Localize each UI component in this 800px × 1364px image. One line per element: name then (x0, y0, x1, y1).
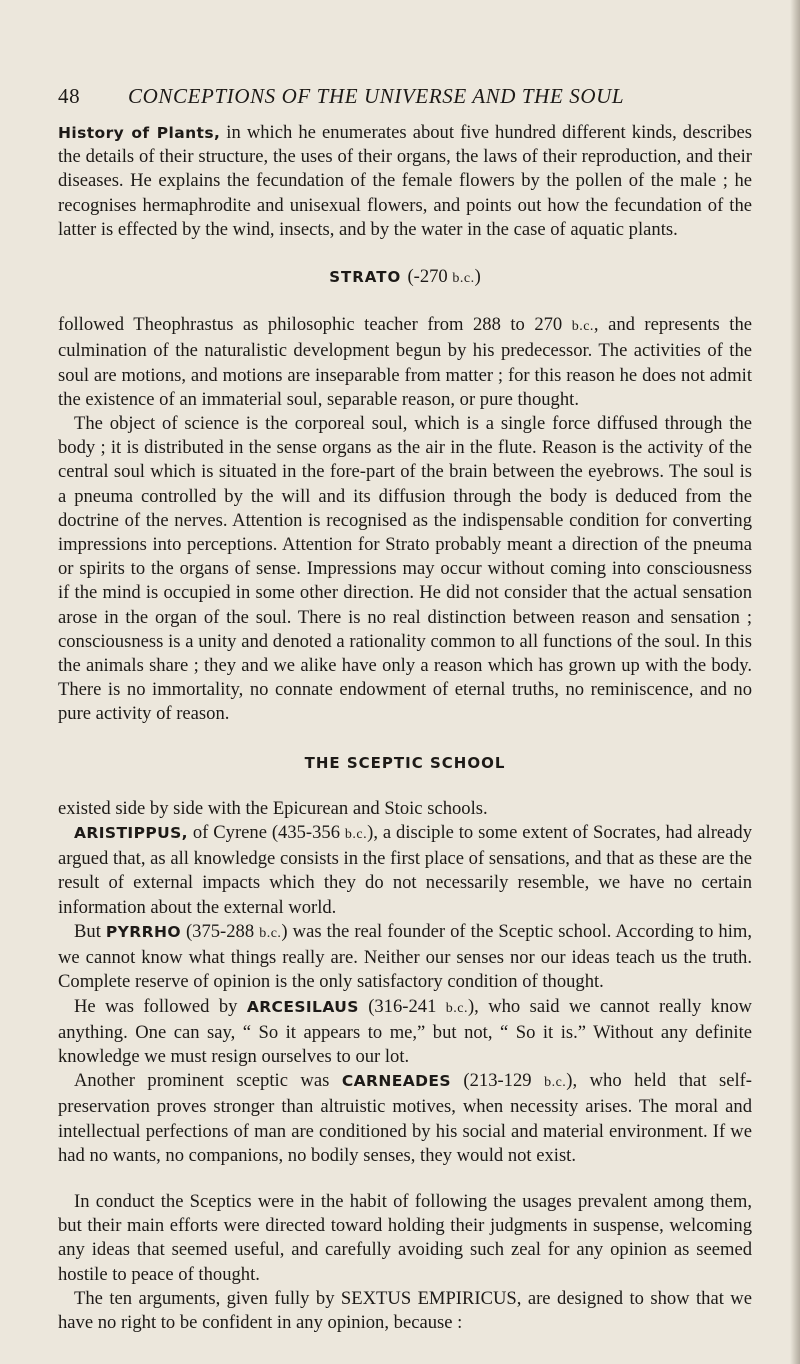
carneades-name: CARNEADES (341, 1072, 451, 1091)
page-edge-shadow (790, 0, 800, 1364)
page-header (58, 84, 760, 109)
pyrrho-name: PYRRHO (105, 922, 181, 941)
running-title: CONCEPTIONS OF THE UNIVERSE AND THE SOUL (128, 84, 625, 108)
strato-paragraph-1: followed Theophrastus as philosophic teacher from 288 to 270 b.c., and represents the culmination of the naturalistic development begun by his predecessor. The activities of the soul are motions, and motions are inseparable from matter ; for this reason he does not admit the existence of an immaterial soul, separable reason, or pure thought. (58, 314, 752, 410)
page-body (58, 121, 752, 1335)
ten-arguments-paragraph: The ten arguments, given fully by SEXTUS EMPIRICUS, are designed to show that we have no right to be confident in any opinion, because : (58, 1287, 752, 1333)
carneades-paragraph: Another prominent sceptic was CARNEADES (213-129 b.c.), who held that self-preservation proves stronger than altruistic motives, when necessity arises. The moral and intellectual perfections of man are conditioned by his social and material environment. If we had no wants, no companions, no bodily senses, they would not exist. (58, 1070, 753, 1166)
history-of-plants-title: History of Plants, (58, 124, 221, 142)
strato-paragraph-2: The object of science is the corporeal soul, which is a single force diffused through the body ; it is distributed in the sense organs as the air in the flute. Reason is the activity of the central soul which is situated in the fore-part of the brain between the eyebrows. The soul is a pneuma controlled by the will and its diffusion through the body is deduced from the doctrine of the nerves. Attention is recognised as the indispensable condition for converting impressions into perceptions. Attention for Strato probably meant a direction of the pneuma or spirits to the organs of sense. Impressions may occur without coming into consciousness if the mind is occupied in some other direction. He did not consider that the actual sensation arose in the organ of the soul. There is no real distinction between reason and sensation ; consciousness is a unity and denoted a rationality common to all functions of the soul. In this the animals share ; they and we alike have only a reason which has grown up with the body. There is no immortality, no connate endowment of eternal truths, no reminiscence, and no pure activity of reason. (58, 413, 752, 725)
sceptic-conduct-paragraph: In conduct the Sceptics were in the habit of following the usages prevalent among them, but their main efforts were directed toward holding their judgments in suspense, welcoming any ideas that seemed useful, and carefully avoiding such zeal for any opinion as seemed hostile to peace of thought. (58, 1190, 752, 1285)
page-number: 48 (58, 84, 81, 108)
arcesilaus-name: ARCESILAUS (246, 997, 359, 1016)
arcesilaus-paragraph: He was followed by ARCESILAUS (316-241 b.c.), who said we cannot really know anything. One can say, “ So it appears to me,” but not, “ So it is.” Without any definite knowledge we must resign ourselves to our lot. (58, 995, 752, 1067)
sceptic-intro-paragraph: existed side by side with the Epicurean and Stoic schools. (58, 797, 488, 819)
aristippus-name: ARISTIPPUS, (74, 824, 188, 843)
strato-date: (-270 b.c.) (407, 266, 481, 288)
sceptic-school-heading: THE SCEPTIC SCHOOL (304, 753, 506, 772)
pyrrho-paragraph: But PYRRHO (375-288 b.c.) was the real founder of the Sceptic school. According to him, we cannot know what things really are. Neither our senses nor our ideas teach us the truth. Complete reserve of opinion is the only satisfactory condition of thought. (58, 920, 752, 993)
aristippus-paragraph: ARISTIPPUS, of Cyrene (435-356 b.c.), a disciple to some extent of Socrates, had already argued that, as all knowledge consists in the first place of sensations, and that as these are the result of external impacts which they do not necessarily resemble, we have no certain information about the external world. (58, 822, 752, 918)
intro-paragraph: History of Plants, in which he enumerates about five hundred different kinds, describes the details of their structure, the uses of their organs, the laws of their reproduction, and their diseases. He explains the fecundation of the female flowers by the pollen of the male ; he recognises hermaphrodite and unisexual flowers, and points out how the fecundation of the latter is effected by the wind, insects, and by the water in the case of aquatic plants. (58, 122, 752, 240)
strato-heading: STRATO (-270 b.c.) (329, 266, 481, 288)
